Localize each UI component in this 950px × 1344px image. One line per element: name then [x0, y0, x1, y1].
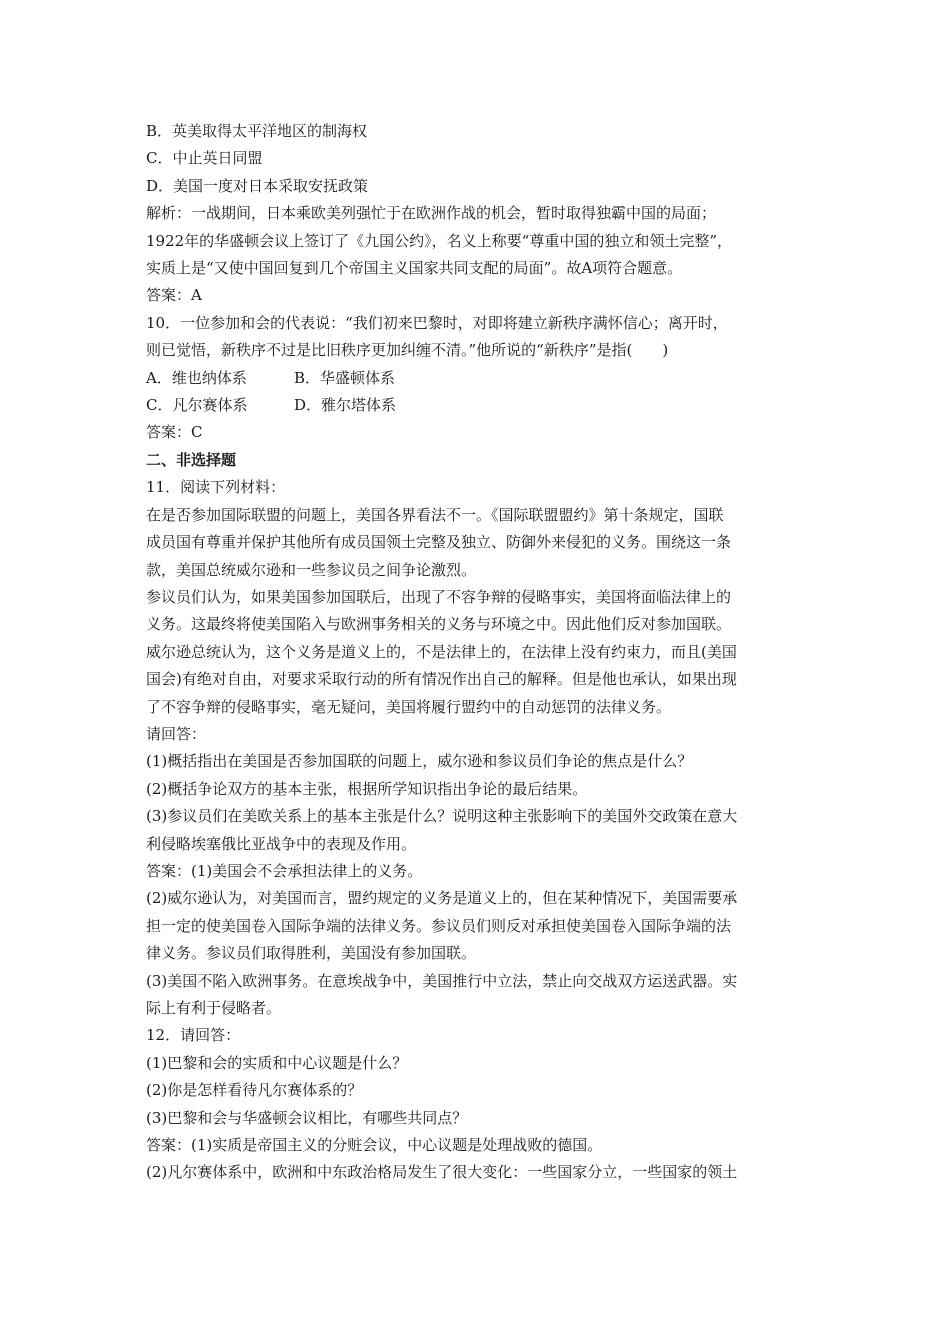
option-a: A．维也纳体系	[146, 368, 247, 387]
option-d: D．雅尔塔体系	[294, 396, 397, 415]
question-11-title: 11．阅读下列材料：	[146, 478, 286, 497]
question-10-options-row-1	[146, 365, 836, 392]
material-line: 义务。这最终将使美国陷入与欧洲事务相关的义务与环境之中。因此他们反对参加国联。	[146, 615, 732, 634]
sub-question: (1)概括指出在美国是否参加国联的问题上，威尔逊和参议员们争论的焦点是什么？	[146, 752, 693, 771]
option-c-line: C．中止英日同盟	[146, 149, 263, 168]
sub-question: (1)巴黎和会的实质和中心议题是什么？	[146, 1053, 408, 1072]
analysis-line-1: 解析：一战期间，日本乘欧美列强忙于在欧洲作战的机会，暂时取得独霸中国的局面；	[146, 204, 717, 223]
material-line: 威尔逊总统认为，这个义务是道义上的，不是法律上的，在法律上没有约束力，而且(美国	[146, 642, 737, 661]
answer-line: 答案：(1)美国会不会承担法律上的义务。	[146, 861, 423, 880]
sub-question: (3)参议员们在美欧关系上的基本主张是什么？说明这种主张影响下的美国外交政策在意大	[146, 807, 738, 826]
sub-question: (2)你是怎样看待凡尔赛体系的？	[146, 1081, 363, 1100]
option-d-line: D．美国一度对日本采取安抚政策	[146, 176, 369, 195]
answer-line: 担一定的使美国卷入国际争端的法律义务。参议员们则反对承担使美国卷入国际争端的法	[146, 916, 732, 935]
prompt-line: 请回答：	[146, 724, 207, 743]
option-b-line: B．英美取得太平洋地区的制海权	[146, 122, 368, 140]
material-line: 国会)有绝对自由，对要求采取行动的所有情况作出自己的解释。但是他也承认，如果出现	[146, 670, 737, 689]
section-heading: 二、非选择题	[146, 450, 237, 469]
answer-9: 答案：A	[146, 286, 202, 305]
material-line: 成员国有尊重并保护其他所有成员国领土完整及独立、防御外来侵犯的义务。围绕这一条	[146, 533, 732, 552]
option-b: B．华盛顿体系	[294, 368, 396, 387]
document-body	[146, 118, 836, 1187]
answer-10: 答案：C	[146, 423, 203, 442]
analysis-line-2: 1922年的华盛顿会议上签订了《九国公约》，名义上称要“尊重中国的独立和领土完整”，	[146, 231, 733, 250]
answer-line: 律义务。参议员们取得胜利，美国没有参加国联。	[146, 944, 477, 963]
sub-question: 利侵略埃塞俄比亚战争中的表现及作用。	[146, 834, 417, 853]
material-line: 了不容争辩的侵略事实，毫无疑问，美国将履行盟约中的自动惩罚的法律义务。	[146, 697, 672, 716]
answer-line: 答案：(1)实质是帝国主义的分赃会议，中心议题是处理战败的德国。	[146, 1136, 603, 1155]
question-10-options-row-2	[146, 392, 836, 419]
answer-line: (3)美国不陷入欧洲事务。在意埃战争中，美国推行中立法，禁止向交战双方运送武器。实	[146, 971, 738, 990]
answer-line: (2)凡尔赛体系中，欧洲和中东政治格局发生了很大变化：一些国家分立，一些国家的领土	[146, 1163, 738, 1182]
question-10-line-1: 10．一位参加和会的代表说：“我们初来巴黎时，对即将建立新秩序满怀信心；离开时，	[146, 313, 728, 332]
question-12-title: 12．请回答：	[146, 1026, 241, 1045]
answer-line: 际上有利于侵略者。	[146, 999, 282, 1017]
sub-question: (2)概括争论双方的基本主张，根据所学知识指出争论的最后结果。	[146, 779, 588, 798]
question-10-line-2: 则已觉悟，新秩序不过是比旧秩序更加纠缠不清。”他所说的“新秩序”是指( )	[146, 341, 669, 360]
material-line: 在是否参加国际联盟的问题上，美国各界看法不一。《国际联盟盟约》第十条规定，国联	[146, 505, 724, 524]
analysis-line-3: 实质上是“又使中国回复到几个帝国主义国家共同支配的局面”。故A项符合题意。	[146, 259, 683, 278]
material-line: 款，美国总统威尔逊和一些参议员之间争论激烈。	[146, 560, 477, 579]
option-c: C．凡尔赛体系	[146, 396, 248, 415]
sub-question: (3)巴黎和会与华盛顿会议相比，有哪些共同点？	[146, 1108, 468, 1127]
material-line: 参议员们认为，如果美国参加国联后，出现了不容争辩的侵略事实，美国将面临法律上的	[146, 587, 732, 606]
answer-line: (2)威尔逊认为，对美国而言，盟约规定的义务是道义上的，但在某种情况下，美国需要承	[146, 889, 738, 908]
